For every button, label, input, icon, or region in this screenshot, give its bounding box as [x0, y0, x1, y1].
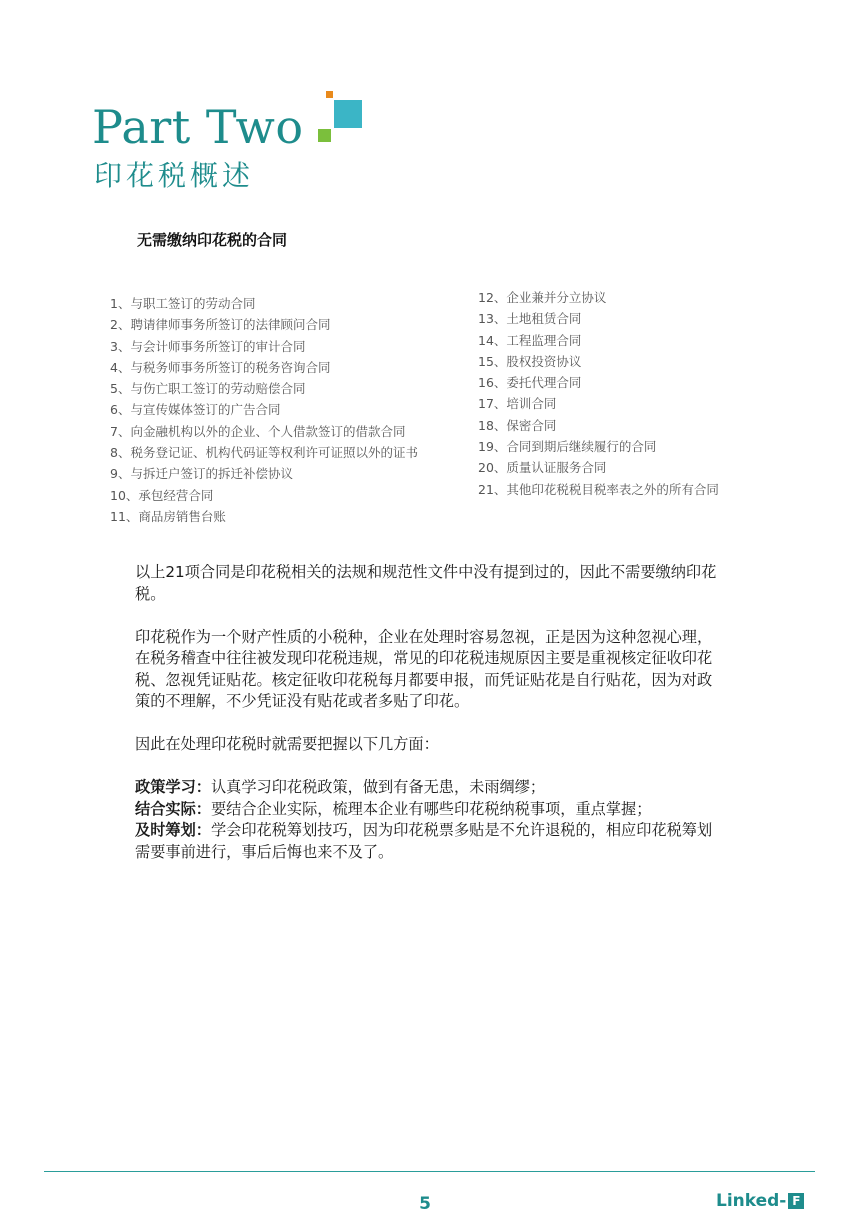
point-text: 学会印花税筹划技巧，因为印花税票多贴是不允许退税的，相应印花税筹划需要事前进行，事后后悔也来不及了。: [135, 821, 713, 861]
list-item: 5、与伤亡职工签订的劳动赔偿合同: [110, 381, 306, 397]
section-heading: 无需缴纳印花税的合同: [137, 231, 288, 249]
list-item: 13、土地租赁合同: [478, 311, 582, 327]
list-item: 16、委托代理合同: [478, 375, 582, 391]
paragraph-summary: 以上21项合同是印花税相关的法规和规范性文件中没有提到过的，因此不需要缴纳印花税。: [135, 563, 717, 603]
list-item: 15、股权投资协议: [478, 353, 582, 369]
list-item: 17、培训合同: [478, 396, 557, 412]
list-item: 4、与税务师事务所签订的税务咨询合同: [110, 359, 331, 375]
list-item: 19、合同到期后继续履行的合同: [478, 439, 657, 455]
paragraph-explanation: 印花税作为一个财产性质的小税种，企业在处理时容易忽视，正是因为这种忽视心理，在税务稽查中往往被发现印花税违规，常见的印花税违规原因主要是重视核定征收印花税、忽视凭证贴花。核定征收印花税每月都要申报，而凭证贴花是自行贴花，因为对政策的不理解，不少凭证没有贴花或者多贴了印花。: [135, 627, 713, 710]
body-text: [135, 562, 725, 863]
list-item: 1、与职工签订的劳动合同: [110, 296, 256, 311]
decor-square-teal: [334, 100, 362, 128]
list-item: 3、与会计师事务所签订的审计合同: [110, 338, 306, 354]
point-text: 认真学习印花税政策，做到有备无患，未雨绸缪；: [210, 778, 546, 796]
list-item: 8、税务登记证、机构代码证等权利许可证照以外的证书: [110, 445, 418, 461]
decor-square-green: [318, 129, 331, 142]
list-item: 7、向金融机构以外的企业、个人借款签订的借款合同: [110, 423, 406, 439]
list-item: 6、与宣传媒体签订的广告合同: [110, 402, 281, 418]
footer-divider: [44, 1171, 815, 1172]
list-item: 9、与拆迁户签订的拆迁补偿协议: [110, 466, 293, 482]
list-item: 14、工程监理合同: [478, 332, 582, 348]
decor-square-orange: [326, 91, 333, 98]
contract-list-right: [478, 287, 778, 500]
logo-text: Linked-: [716, 1190, 787, 1211]
list-item: 20、质量认证服务合同: [478, 460, 607, 476]
point-policy-study: [135, 777, 725, 799]
list-item: 11、商品房销售台账: [110, 508, 226, 524]
contract-list-left: [110, 293, 460, 527]
point-label: 结合实际：: [135, 799, 211, 818]
list-item: 18、保密合同: [478, 417, 557, 433]
list-item: 10、承包经营合同: [110, 487, 214, 503]
point-label: 及时筹划：: [135, 821, 211, 839]
brand-logo: [716, 1191, 804, 1211]
list-item: 21、其他印花税税目税率表之外的所有合同: [478, 481, 719, 497]
list-item: 2、聘请律师事务所签订的法律顾问合同: [110, 317, 331, 333]
point-label: 政策学习：: [135, 778, 211, 796]
point-practice: [135, 799, 725, 821]
logo-mark: F: [788, 1193, 804, 1209]
point-planning: [135, 820, 725, 863]
part-title: Part Two: [92, 100, 304, 154]
point-text: 要结合企业实际，梳理本企业有哪些印花税纳税事项，重点掌握；: [210, 799, 652, 818]
page-number: 5: [419, 1194, 431, 1214]
list-item: 12、企业兼并分立协议: [478, 290, 607, 305]
part-subtitle: 印花税概述: [94, 159, 255, 192]
paragraph-intro-points: 因此在处理印花税时就需要把握以下几方面：: [135, 735, 439, 753]
